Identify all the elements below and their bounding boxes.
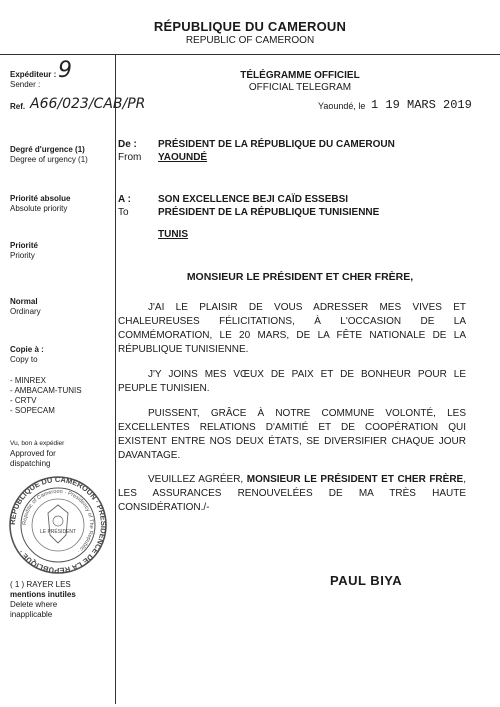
ref-handwritten: A66/023/CAB/PR xyxy=(30,96,146,112)
copy-label-fr: Copie à : xyxy=(10,345,44,354)
absolute-priority-en: Absolute priority xyxy=(10,204,68,213)
priority-fr: Priorité xyxy=(10,241,39,250)
normal-block xyxy=(10,297,112,317)
urgency-block xyxy=(10,145,112,165)
header-divider xyxy=(0,54,500,55)
dispatch-fr: Vu, bon à expédier xyxy=(10,440,65,447)
signature: PAUL BIYA xyxy=(330,573,403,588)
copy-list-item: - CRTV xyxy=(10,396,37,405)
footnote-block xyxy=(10,580,112,620)
footnote-line-4: inapplicable xyxy=(10,610,53,619)
absolute-priority-block xyxy=(10,194,112,214)
urgency-label-en: Degree of urgency (1) xyxy=(10,155,88,164)
to-line-2: PRÉSIDENT DE LA RÉPUBLIQUE TUNISIENNE xyxy=(158,207,380,218)
telegram-title-en: OFFICIAL TELEGRAM xyxy=(248,82,352,93)
to-line-1: SON EXCELLENCE BEJI CAÏD ESSEBSI xyxy=(158,194,349,205)
closing-text-end: , LES ASSURANCES RENOUVELÉES DE MA TRÈS HAUTE CONSIDÉRATION./- xyxy=(118,474,466,513)
seal-emblem-icon xyxy=(48,505,68,543)
normal-fr: Normal xyxy=(10,297,38,306)
paragraph-2: J'Y JOINS MES VŒUX DE PAIX ET DE BONHEUR POUR LE PEUPLE TUNISIEN. xyxy=(118,369,466,394)
absolute-priority-fr: Priorité absolue xyxy=(10,194,71,203)
priority-en: Priority xyxy=(10,251,35,260)
closing-text: VEUILLEZ AGRÉER, xyxy=(148,474,247,485)
from-line-2: YAOUNDÉ xyxy=(158,152,208,163)
telegram-title-fr: TÉLÉGRAMME OFFICIEL xyxy=(240,70,360,81)
date-label: Yaoundé, le xyxy=(318,101,366,111)
footnote-line-3: Delete where xyxy=(10,600,58,609)
footnote-line-2: mentions inutiles xyxy=(10,590,76,599)
salutation: MONSIEUR LE PRÉSIDENT ET CHER FRÈRE, xyxy=(186,271,414,283)
to-city: TUNIS xyxy=(158,229,188,240)
column-divider xyxy=(115,54,116,704)
footnote-line-1: ( 1 ) RAYER LES xyxy=(10,580,71,589)
closing-address: MONSIEUR LE PRÉSIDENT ET CHER FRÈRE xyxy=(246,474,464,485)
country-name-en: REPUBLIC OF CAMEROON xyxy=(185,35,315,46)
copy-label-en: Copy to xyxy=(10,355,38,364)
sender-handwritten: 9 xyxy=(58,58,72,83)
seal-inner-text: Republic of Cameroon · Presidency of The Republic · xyxy=(21,488,95,555)
paragraph-4 xyxy=(118,473,466,515)
from-label-fr: De : xyxy=(118,139,137,150)
country-name-fr: RÉPUBLIQUE DU CAMEROUN xyxy=(153,19,347,34)
seal-center-text: LE PRÉSIDENT xyxy=(39,529,77,535)
copy-list-item: - AMBACAM-TUNIS xyxy=(10,386,82,395)
presidential-seal-icon xyxy=(8,475,108,575)
from-label-en: From xyxy=(118,152,142,163)
normal-en: Ordinary xyxy=(10,307,41,316)
ref-label: Ref. xyxy=(10,102,26,111)
sender-label-en: Sender : xyxy=(10,80,41,89)
date-stamp: 1 19 MARS 2019 xyxy=(371,98,472,112)
dispatch-en-2: dispatching xyxy=(10,459,51,468)
priority-block xyxy=(10,241,112,261)
to-label-en: To xyxy=(118,207,129,218)
paragraph-3: PUISSENT, GRÂCE À NOTRE COMMUNE VOLONTÉ, LES EXCELLENTES RELATIONS D'AMITIÉ ET DE COOPÉRATION QUI EXISTENT ENTRE NOS DEUX ÉTATS, SE DIVERSIFIER CHAQUE JOUR DAVANTAGE. xyxy=(118,408,466,461)
copy-block xyxy=(10,345,112,365)
seal-ring-text: REPUBLIQUE DU CAMEROUN · PRESIDENCE DE LA REPUBLIQUE · xyxy=(8,475,108,575)
dispatch-block xyxy=(10,439,112,469)
copy-list-item: - SOPECAM xyxy=(10,406,55,415)
to-label-fr: A : xyxy=(118,194,131,205)
sender-label-fr: Expéditeur : xyxy=(10,70,57,79)
copy-list xyxy=(10,376,112,416)
paragraph-1: J'AI LE PLAISIR DE VOUS ADRESSER MES VIVES ET CHALEUREUSES FÉLICITATIONS, À L'OCCASION DE LA COMMÉMORATION, LE 20 MARS, DE LA FÊTE NATIONALE DE LA RÉPUBLIQUE TUNISIENNE. xyxy=(118,302,466,355)
dispatch-en-1: Approved for xyxy=(10,449,56,458)
copy-list-item: - MINREX xyxy=(10,376,46,385)
from-line-1: PRÉSIDENT DE LA RÉPUBLIQUE DU CAMEROUN xyxy=(158,139,395,150)
urgency-label-fr: Degré d'urgence (1) xyxy=(10,145,85,154)
